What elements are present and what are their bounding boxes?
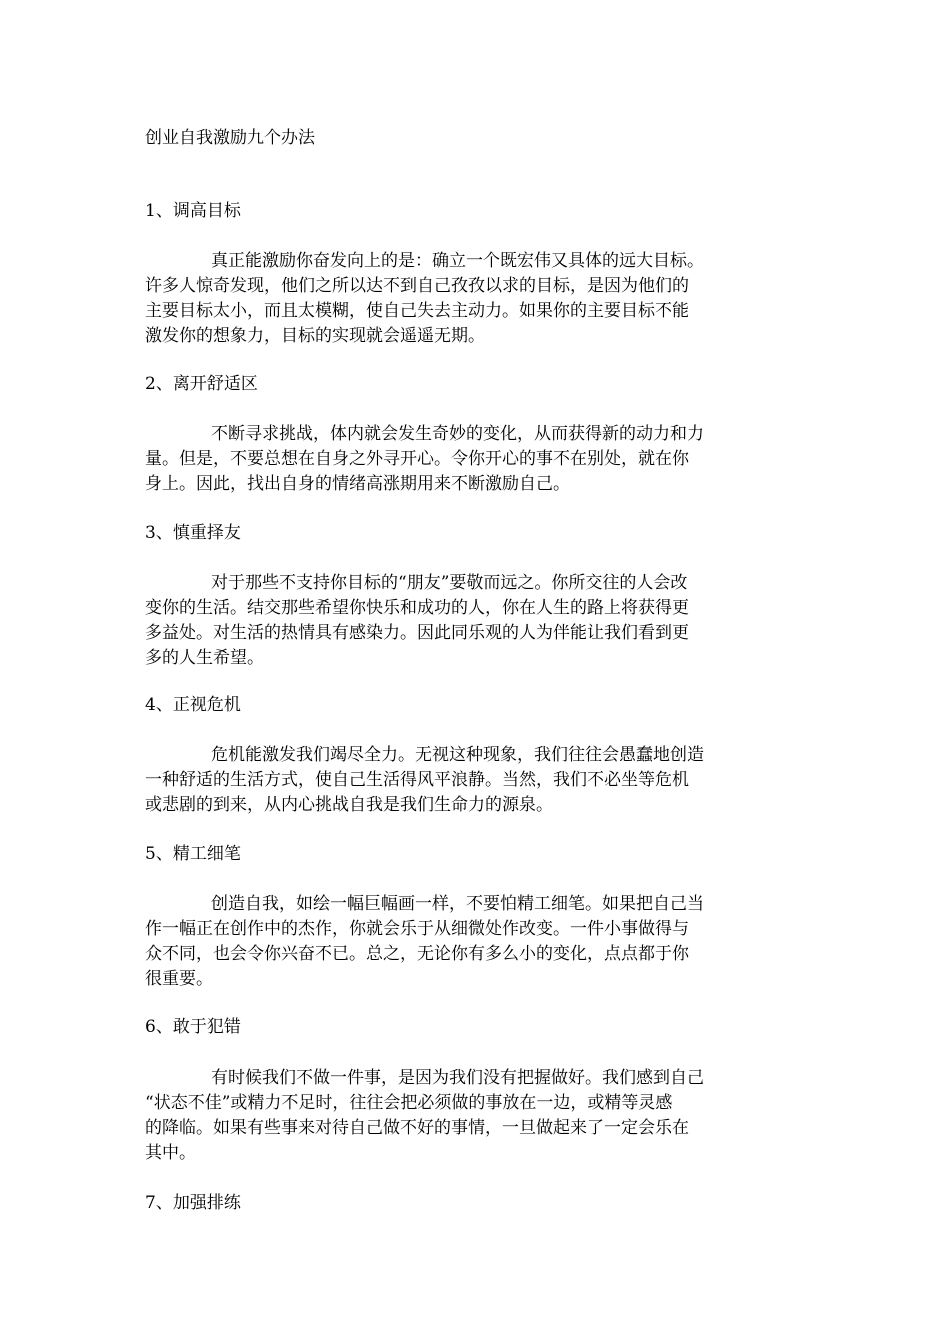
section-paragraph-6 bbox=[145, 1066, 775, 1166]
paragraph-line: 不断寻求挑战，体内就会发生奇妙的变化，从而获得新的动力和力 bbox=[211, 424, 704, 444]
paragraph-line: 很重要。 bbox=[145, 969, 213, 989]
paragraph-line: 一种舒适的生活方式，使自己生活得风平浪静。当然，我们不必坐等危机 bbox=[145, 770, 689, 790]
paragraph-line: 激发你的想象力，目标的实现就会遥遥无期。 bbox=[145, 326, 485, 346]
section-paragraph-1 bbox=[145, 249, 775, 349]
document-title: 创业自我激励九个办法 bbox=[145, 128, 315, 148]
section-heading-7: 7、加强排练 bbox=[145, 1193, 241, 1213]
paragraph-line: 量。但是，不要总想在自身之外寻开心。令你开心的事不在别处，就在你 bbox=[145, 449, 689, 469]
paragraph-line: 其中。 bbox=[145, 1143, 196, 1163]
paragraph-line: 创造自我，如绘一幅巨幅画一样，不要怕精工细笔。如果把自己当 bbox=[211, 894, 704, 914]
paragraph-line: 对于那些不支持你目标的“朋友”要敬而远之。你所交往的人会改 bbox=[211, 573, 688, 593]
paragraph-line: 多益处。对生活的热情具有感染力。因此同乐观的人为伴能让我们看到更 bbox=[145, 623, 689, 643]
paragraph-line: 作一幅正在创作中的杰作，你就会乐于从细微处作改变。一件小事做得与 bbox=[145, 919, 689, 939]
paragraph-line: 有时候我们不做一件事，是因为我们没有把握做好。我们感到自己 bbox=[211, 1068, 704, 1088]
paragraph-line: 的降临。如果有些事来对待自己做不好的事情，一旦做起来了一定会乐在 bbox=[145, 1118, 689, 1138]
paragraph-line: 主要目标太小，而且太模糊，使自己失去主动力。如果你的主要目标不能 bbox=[145, 301, 689, 321]
paragraph-line: 许多人惊奇发现，他们之所以达不到自己孜孜以求的目标，是因为他们的 bbox=[145, 276, 689, 296]
section-heading-2: 2、离开舒适区 bbox=[145, 374, 258, 394]
section-paragraph-2 bbox=[145, 422, 775, 497]
section-heading-4: 4、正视危机 bbox=[145, 695, 241, 715]
paragraph-line: 身上。因此，找出自身的情绪高涨期用来不断激励自己。 bbox=[145, 474, 570, 494]
paragraph-line: “状态不佳”或精力不足时，往往会把必须做的事放在一边，或精等灵感 bbox=[145, 1093, 673, 1113]
paragraph-line: 危机能激发我们竭尽全力。无视这种现象，我们往往会愚蠢地创造 bbox=[211, 745, 704, 765]
section-paragraph-4 bbox=[145, 743, 775, 818]
paragraph-line: 变你的生活。结交那些希望你快乐和成功的人，你在人生的路上将获得更 bbox=[145, 598, 689, 618]
section-paragraph-5 bbox=[145, 892, 775, 992]
section-heading-6: 6、敢于犯错 bbox=[145, 1017, 241, 1037]
section-heading-5: 5、精工细笔 bbox=[145, 844, 241, 864]
paragraph-line: 真正能激励你奋发向上的是：确立一个既宏伟又具体的远大目标。 bbox=[211, 251, 704, 271]
paragraph-line: 多的人生希望。 bbox=[145, 648, 264, 668]
section-paragraph-3 bbox=[145, 571, 775, 671]
section-heading-3: 3、慎重择友 bbox=[145, 523, 241, 543]
paragraph-line: 或悲剧的到来，从内心挑战自我是我们生命力的源泉。 bbox=[145, 795, 553, 815]
section-heading-1: 1、调高目标 bbox=[145, 201, 241, 221]
paragraph-line: 众不同，也会令你兴奋不已。总之，无论你有多么小的变化，点点都于你 bbox=[145, 944, 689, 964]
